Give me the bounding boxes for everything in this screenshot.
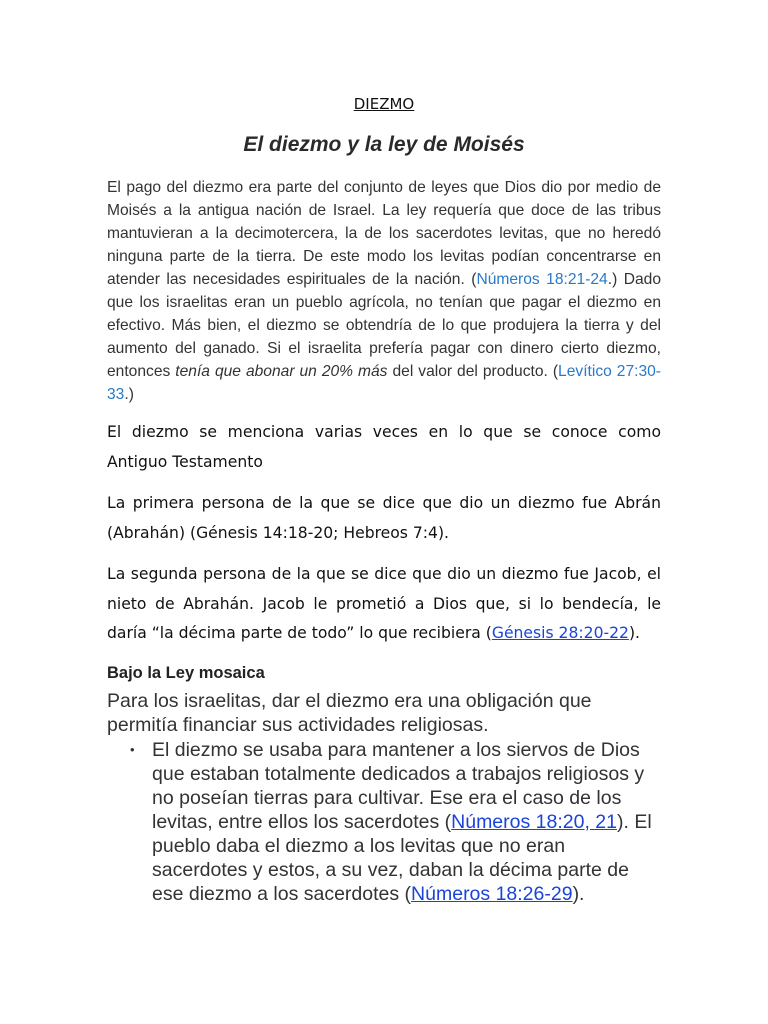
list-item-text: ). — [572, 883, 585, 905]
second-person-text: ). — [628, 624, 641, 642]
intro-text: del valor del producto. ( — [387, 363, 559, 380]
section-heading: Bajo la Ley mosaica — [107, 664, 265, 682]
section-paragraph: Para los israelitas, dar el diezmo era una obligación que permitía financiar sus actividades religiosas. — [107, 690, 592, 736]
second-person-paragraph — [107, 560, 661, 649]
intro-text: .) — [124, 386, 134, 403]
mention-paragraph: El diezmo se menciona varias veces en lo que se conoce como Antiguo Testamento — [107, 423, 661, 471]
document-title: DIEZMO — [353, 95, 415, 113]
intro-paragraph — [107, 176, 661, 406]
genesis-28-20-22-link[interactable]: Génesis 28:20-22 — [491, 624, 629, 642]
intro-emphasis: tenía que abonar un 20% más — [175, 363, 388, 380]
second-person-text: La segunda persona de la que se dice que dio un diezmo fue Jacob, el nieto de Abrahán. Jacob le prometió a Dios que, si lo bendecía, le daría “la décima parte de todo” lo que recibiera ( — [107, 565, 661, 642]
intro-text: .) Dado que los israelitas eran un pueblo agrícola, no tenían que pagar el diezmo en efectivo. Más bien, el diezmo se obtendría de lo que produjera la tierra y del aumento del ganado. Si el israelita prefería pagar con dinero cierto diezmo, entonces — [107, 271, 661, 380]
first-person-paragraph: La primera persona de la que se dice que dio un diezmo fue Abrán (Abrahán) (Génesis 14:18-20; Hebreos 7:4). — [107, 494, 661, 542]
document-subtitle: El diezmo y la ley de Moisés — [243, 133, 525, 156]
numeros-18-21-24-link[interactable]: Números 18:21-24 — [476, 271, 608, 288]
list-item-text: El diezmo se usaba para mantener a los siervos de Dios que estaban totalmente dedicados a trabajos religiosos y no poseían tierras para cultivar. Ese era el caso de los levitas, entre ellos los sacerdotes ( — [152, 739, 645, 833]
numeros-18-26-29-link[interactable]: Números 18:26-29 — [411, 883, 573, 905]
list-item-text: ). El pueblo daba el diezmo a los levitas que no eran sacerdotes y estos, a su vez, daban la décima parte de ese diezmo a los sacerdotes ( — [152, 811, 652, 905]
list-item — [107, 738, 661, 906]
bullet-list — [107, 738, 661, 906]
intro-text: El pago del diezmo era parte del conjunto de leyes que Dios dio por medio de Moisés a la antigua nación de Israel. La ley requería que doce de las tribus mantuvieran a la decimotercera, la de los sacerdotes levitas, que no heredó ninguna parte de la tierra. De este modo los levitas podían concentrarse en atender las necesidades espirituales de la nación. ( — [107, 179, 661, 288]
levitico-27-30-33-link[interactable]: Levítico 27:30-33 — [107, 363, 661, 403]
numeros-18-20-21-link[interactable]: Números 18:20, 21 — [451, 811, 617, 833]
bullet-icon: • — [130, 742, 135, 757]
